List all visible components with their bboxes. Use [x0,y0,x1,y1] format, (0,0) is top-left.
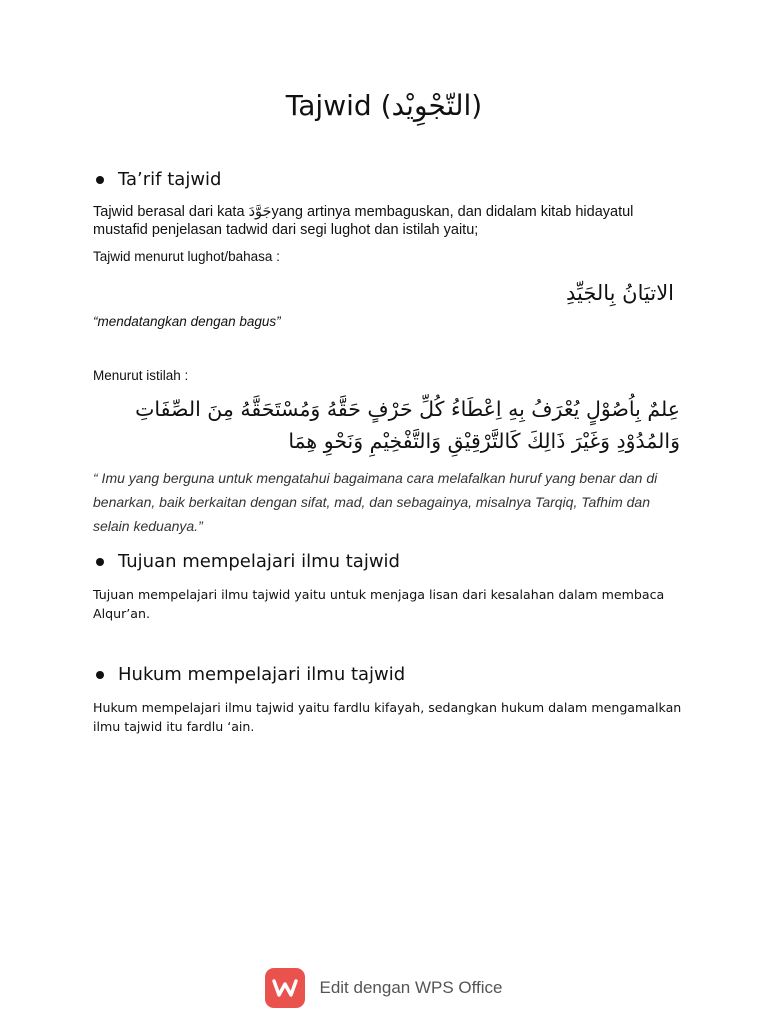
section-heading-tujuan [118,549,400,575]
tujuan-text: Tujuan mempelajari ilmu tajwid yaitu untuk menjaga lisan dari kesalahan dalam membaca Alqur’an. [93,587,665,621]
section-heading-tujuan-label: Tujuan mempelajari ilmu tajwid [118,551,400,572]
page-title [0,82,768,130]
lughot-meaning: “mendatangkan dengan bagus” [93,314,281,329]
section-heading-hukum [118,662,405,688]
section-heading-tarif [118,167,221,193]
istilah-label: Menurut istilah : [93,368,189,383]
tarif-paragraph-end: yang artinya membaguskan, dan didalam kitab hidayatul mustafid penjelasan tadwid dari segi lughot dan istilah yaitu; [93,204,634,238]
title-arabic: (التّجْوِيْد) [380,89,483,122]
edit-with-wps-label: Edit dengan WPS Office [319,978,503,997]
bullet-icon [96,558,104,566]
hukum-text: Hukum mempelajari ilmu tajwid yaitu fardlu kifayah, sedangkan hukum dalam mengamalkan ilmu tajwid itu fardlu ‘ain. [93,700,682,734]
title-latin: Tajwid [285,89,372,122]
edit-with-wps-link[interactable] [0,966,768,1010]
bullet-icon [96,671,104,679]
lughot-arabic: الاتيَانُ بِالجَيِّدِ [565,281,674,305]
section-heading-hukum-label: Hukum mempelajari ilmu tajwid [118,664,406,685]
tarif-paragraph-start: Tajwid berasal dari kata [93,204,249,220]
tarif-arabic-word: جَوَّدَ [248,204,272,220]
istilah-meaning: “ Imu yang berguna untuk mengatahui bagaimana cara melafalkan huruf yang benar dan di benarkan, baik berkaitan dengan sifat, mad, dan sebagainya, misalnya Tarqiq, Tafhim dan selain keduanya.” [93,470,658,534]
wps-office-logo-icon [265,968,305,1008]
istilah-arabic: عِلمٌ بِاُصُوْلٍ يُعْرَفُ بِهِ اِعْطَاءُ كُلِّ حَرْفٍ حَقَّهُ وَمُسْتَحَقَّهُ مِنَ الصِّفَاتِ وَالمُدُوْدِ وَغَيْرَ ذَالِكَ كَالتَّرْقِيْقِ وَالتَّفْخِيْمِ وَنَحْوِ هِمَا [135,397,680,453]
tarif-paragraph [93,203,683,239]
lughot-label: Tajwid menurut lughot/bahasa : [93,249,280,264]
section-heading-tarif-label: Ta’rif tajwid [118,169,222,190]
bullet-icon [96,176,104,184]
